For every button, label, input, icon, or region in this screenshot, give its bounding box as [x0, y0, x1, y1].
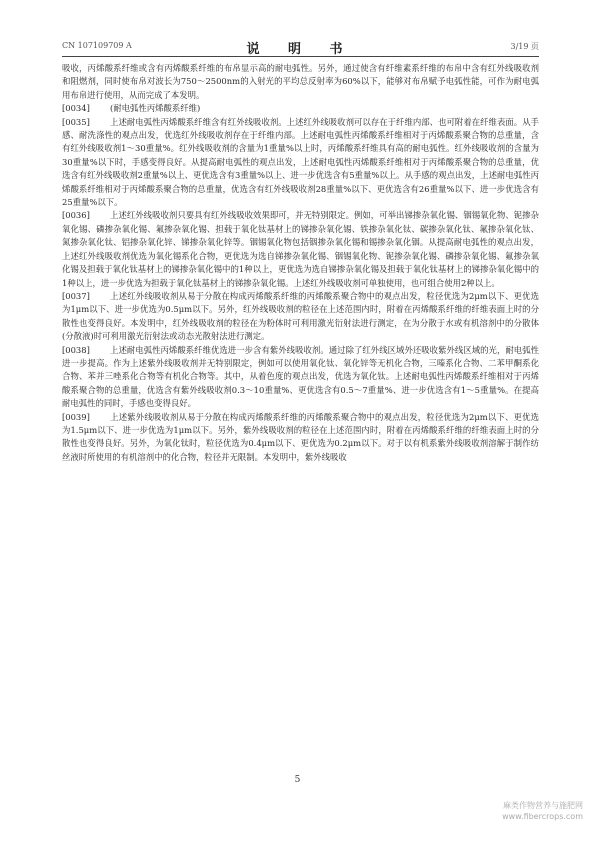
paragraph-number: [0034]: [62, 103, 90, 114]
paragraph-number: [0037]: [62, 290, 90, 301]
paragraph-text: 上述红外线吸收剂从易于分散在构成丙烯酸系纤维的丙烯酸系聚合物中的观点出发，粒径优选为2μm以下、更优选为1μm以下、进一步优选为0.5μm以下。另外，红外线吸收剂的粒径在上述范围内时，附着在丙烯酸系纤维的纤维表面上时的分散性也变得良好。本发明中，红外线吸收剂的粒径在为粉体时可利用激光衍射法进行测定，在为分散于水或有机溶剂中的分散体(分散液)时可利用激光衍射法或动态光散射法进行测定。: [62, 290, 539, 342]
page-header: [62, 40, 539, 57]
page-number: 5: [294, 775, 301, 785]
paragraph-text: 上述紫外线吸收剂从易于分散在构成丙烯酸系纤维的丙烯酸系聚合物中的观点出发，粒径优选为2μm以下、更优选为1.5μm以下、进一步优选为1μm以下。另外，紫外线吸收剂的粒径在上述范围内时，附着在丙烯酸系纤维的纤维表面上时的分散性也变得良好。另外，为氧化钛时，粒径优选为0.4μm以下、更优选为0.2μm以下。对于以有机系紫外线吸收剂溶解于制作纺丝液时所使用的有机溶剂中的化合物，粒径并无限制。本发明中，紫外线吸收: [62, 411, 539, 462]
intro-paragraph: 吸收，丙烯酸系纤维或含有丙烯酸系纤维的布帛显示高的耐电弧性。另外，通过使含有纤维素系纤维的布帛中含有红外线吸收剂和阻燃剂，同时使布帛对波长为750～2500nm的入射光的平均总反射率为60%以下，能够对布帛赋予电弧性能，可作为耐电弧用布帛进行使用，从而完成了本发明。: [62, 63, 539, 100]
paragraph-number: [0038]: [62, 344, 90, 355]
document-body: [62, 62, 539, 464]
paragraph-0037: [62, 290, 539, 344]
paragraph-number: [0035]: [62, 116, 90, 127]
watermark-url: www.fibercrops.com: [502, 812, 583, 821]
page-indicator: 3/19 页: [510, 42, 539, 51]
paragraph-0039: [62, 411, 539, 465]
paragraph-0038: [62, 344, 539, 411]
watermark-title: 麻类作物营养与施肥网: [503, 801, 583, 810]
paragraph-number: [0036]: [62, 210, 90, 221]
paragraph-number: [0039]: [62, 411, 90, 422]
paragraph-text: 上述耐电弧性丙烯酸系纤维优选进一步含有紫外线吸收剂。通过除了红外线区域外还吸收紫外线区域的光，耐电弧性进一步提高。作为上述紫外线吸收剂并无特别限定，例如可以使用氧化钛、氧化锌等无机化合物，三嗪系化合物、二苯甲酮系化合物、苯并三唑系化合物等有机化合物等。其中，从着色度的观点出发，优选为氧化钛。上述耐电弧性丙烯酸系纤维相对于丙烯酸系聚合物的总重量，优选含有紫外线吸收剂0.3～10重量%、更优选含有0.5～7重量%、进一步优选含有1～5重量%。在提高耐电弧性的同时，手感也变得良好。: [62, 344, 539, 409]
document-title: 说 明 书: [246, 42, 355, 57]
paragraph-0035: [62, 116, 539, 210]
patent-number: CN 107109709 A: [62, 41, 132, 50]
paragraph-text: 上述红外线吸收剂只要具有红外线吸收效果即可，并无特别限定。例如，可举出锑掺杂氧化锡、铟锡氧化物、铌掺杂氧化锡、磷掺杂氧化锡、氟掺杂氧化锡、担载于氧化钛基材上的锑掺杂氧化锡、铁掺杂氧化钛、碳掺杂氧化钛、氟掺杂氧化钛、氮掺杂氧化钛、铝掺杂氧化锌、锑掺杂氧化锌等。铟锡氧化物包括铟掺杂氧化锡和锡掺杂氧化铟。从提高耐电弧性的观点出发，上述红外线吸收剂优选为氧化锡系化合物，更优选为选自锑掺杂氧化锡、铟锡氧化物、铌掺杂氧化锡、磷掺杂氧化锡、氟掺杂氧化锡及担载于氧化钛基材上的锑掺杂氧化锡中的1种以上，更优选为选自锑掺杂氧化锡及担载于氧化钛基材上的锑掺杂氧化锡中的1种以上，进一步优选为担载于氧化钛基材上的锑掺杂氧化锡。上述红外线吸收剂可单独使用，也可组合使用2种以上。: [62, 210, 539, 288]
paragraph-text: 上述耐电弧性丙烯酸系纤维含有红外线吸收剂。上述红外线吸收剂可以存在于纤维内部、也可附着在纤维表面。从手感、耐洗涤性的观点出发，优选红外线吸收剂存在于纤维内部。上述耐电弧性丙烯酸系纤维相对于丙烯酸系聚合物的总重量，含有红外线吸收剂1～30重量%。红外线吸收剂的含量为1重量%以上时，丙烯酸系纤维具有高的耐电弧性。红外线吸收剂的含量为30重量%以下时，手感变得良好。从提高耐电弧性的观点出发，上述耐电弧性丙烯酸系纤维相对于丙烯酸系聚合物的总重量，优选含有红外线吸收剂2重量%以上、更优选含有3重量%以上、进一步优选含有5重量%以上。从手感的观点出发，上述耐电弧性丙烯酸系纤维相对于丙烯酸系聚合物的总重量，优选含有红外线吸收剂28重量%以下、更优选含有26重量%以下、进一步优选含有25重量%以下。: [62, 116, 539, 208]
paragraph-text: (耐电弧性丙烯酸系纤维): [110, 103, 201, 114]
paragraph-0034: [62, 102, 539, 115]
watermark: [502, 800, 583, 822]
header-rule: [62, 56, 539, 57]
paragraph-0036: [62, 209, 539, 289]
